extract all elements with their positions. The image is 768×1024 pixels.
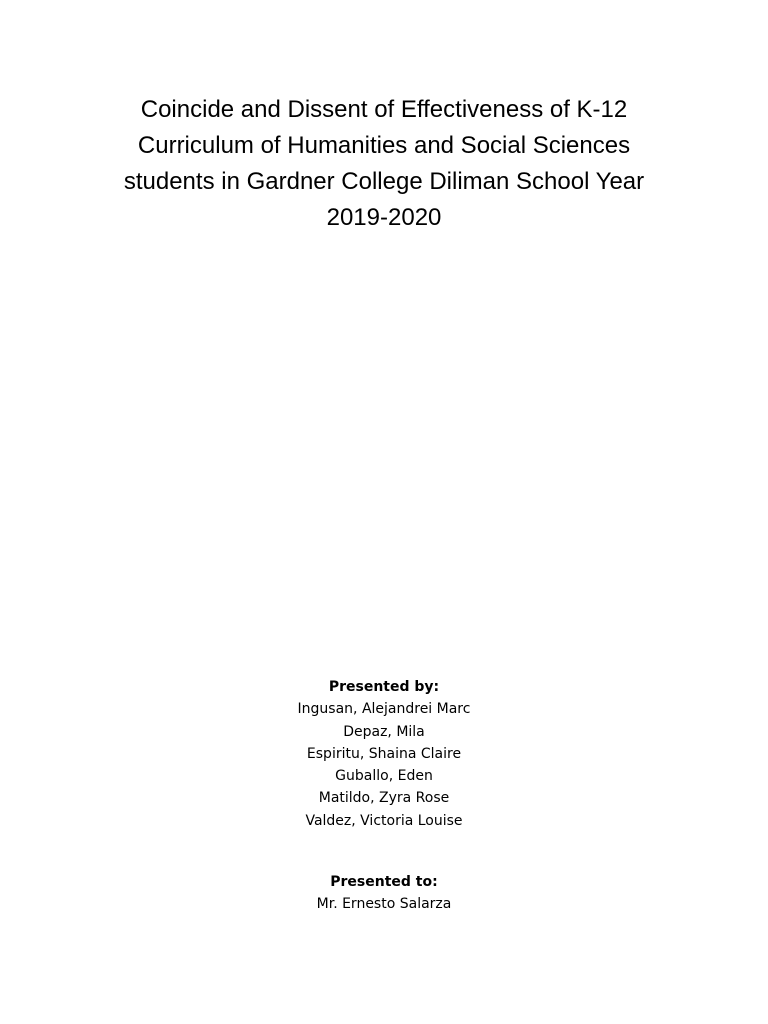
- presenter-name: Valdez, Victoria Louise: [305, 812, 463, 829]
- presenter-name: Depaz, Mila: [343, 723, 425, 740]
- presenter-name: Guballo, Eden: [335, 768, 433, 785]
- title-line-3: students in Gardner College Diliman School Year: [123, 168, 645, 195]
- recipient-name: Mr. Ernesto Salarza: [316, 896, 452, 913]
- presented-to-label: Presented to:: [330, 874, 438, 890]
- presented-by-section: [0, 676, 768, 832]
- title-line-2: Curriculum of Humanities and Social Sciences: [137, 132, 631, 159]
- presenter-name: Espiritu, Shaina Claire: [306, 745, 462, 762]
- presented-to-section: [0, 871, 768, 916]
- presenter-name: Ingusan, Alejandrei Marc: [297, 701, 471, 718]
- title-line-1: Coincide and Dissent of Effectiveness of K-12: [140, 96, 628, 123]
- presented-by-label: Presented by:: [328, 679, 440, 695]
- document-title: [0, 92, 768, 236]
- title-line-4: 2019-2020: [326, 204, 442, 231]
- presenter-name: Matildo, Zyra Rose: [318, 790, 450, 807]
